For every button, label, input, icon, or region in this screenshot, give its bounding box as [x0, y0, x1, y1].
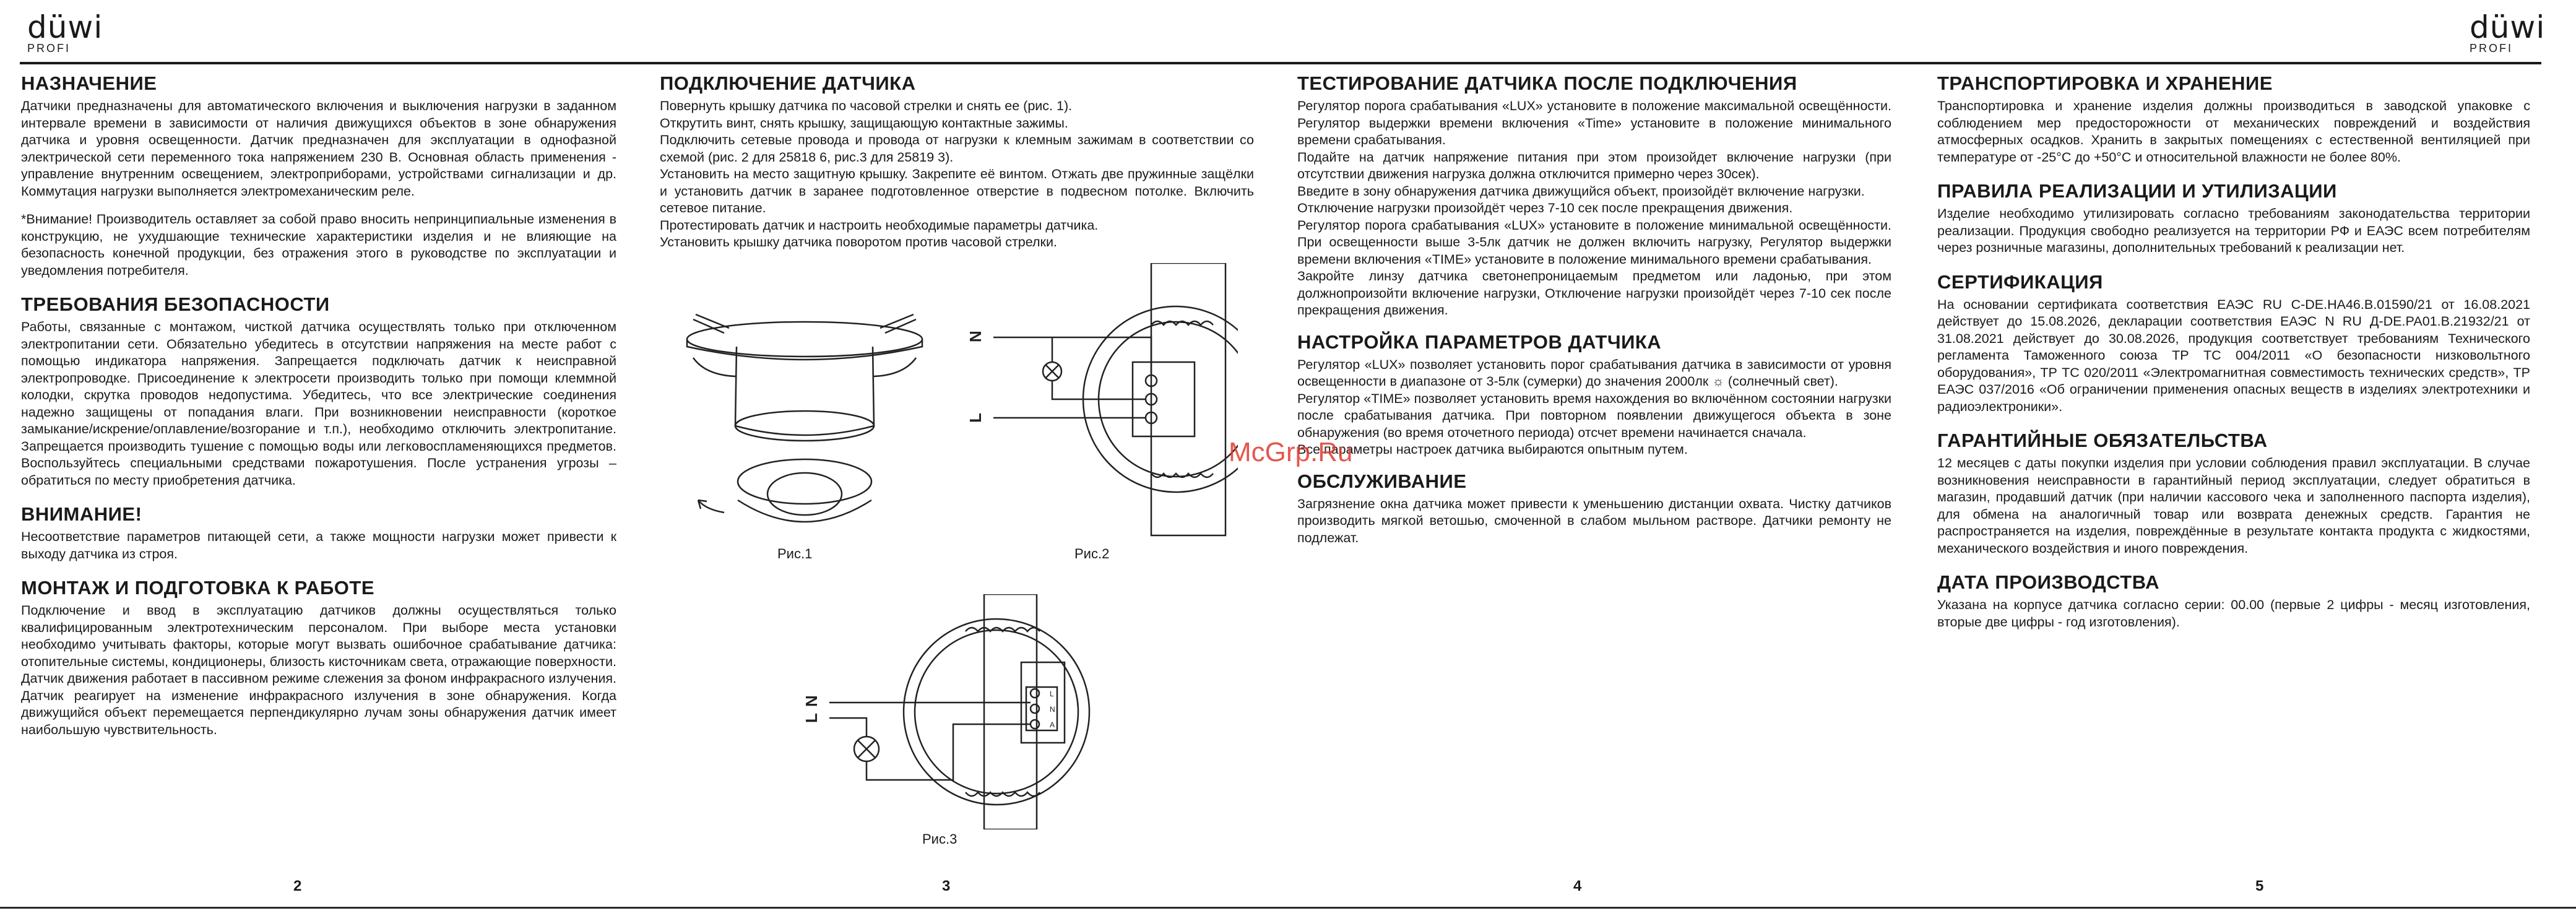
- header-rule: [20, 62, 2541, 64]
- brand-sub: PROFI: [2470, 42, 2513, 54]
- section-title: НАЗНАЧЕНИЕ: [21, 72, 157, 94]
- section-title: ТРЕБОВАНИЯ БЕЗОПАСНОСТИ: [21, 293, 330, 315]
- paragraph: Датчики предназначены для автоматического включения и выключения нагрузки в заданном интервале времени в зависимости от наличия движущихся объектов в зоне обнаружения датчика и уровня освещенности. Датчик предназначен для эксплуатации в однофазной электрической сети переменного тока напряжением 230 В. Основная область применения - управление внутренним освещением, электроприборами, устройствами сигнализации и др. Коммутация нагрузки выполняется электромеханическим реле.: [21, 98, 616, 199]
- paragraph: 12 месяцев с даты покупки изделия при условии соблюдения правил эксплуатации. В случае возникновения неисправности в гарантийный период эксплуатации, следует обратиться в магазин, продавший датчик (при наличии кассового чека и заполненного паспорта изделия), для обмена на аналогичный товар или возврата денежных средств. Гарантия не распространяется на изделия, повреждённые в результате контакта продукта с жидкостями, механического воздействия и иного повреждения.: [1937, 456, 2530, 556]
- paragraph: *Внимание! Производитель оставляет за собой право вносить непринципиальные изменения в конструкцию, не ухудшающие технические характеристики изделия и не влияющие на безопасность конечной продукции, без отражения этого в руководстве по эксплуатации и уведомления потребителя.: [21, 212, 616, 278]
- paragraph: Введите в зону обнаружения датчика движущийся объект, произойдёт включение нагрузки.: [1297, 183, 1865, 199]
- instruction-line: Повернуть крышку датчика по часовой стрелки и снять ее (рис. 1).: [660, 98, 1073, 113]
- paragraph: Подайте на датчик напряжение питания при этом произойдет включение нагрузки (при отсутствии движения нагрузка должна отключится примерно через 30сек).: [1297, 149, 1891, 181]
- paragraph: Отключение нагрузки произойдёт через 7-10 сек после прекращения движения.: [1297, 201, 1793, 215]
- brand-name: düwi: [2470, 9, 2546, 45]
- section-title: НАСТРОЙКА ПАРАМЕТРОВ ДАТЧИКА: [1297, 331, 1662, 353]
- section-title: СЕРТИФИКАЦИЯ: [1937, 270, 2103, 293]
- wire-l-label: L: [966, 413, 985, 423]
- paragraph: Указана на корпусе датчика согласно серии: 00.00 (первые 2 цифры - месяц изготовления, вторые две цифры - год изготовления).: [1937, 597, 2530, 630]
- watermark: McGrp.Ru: [1229, 437, 1353, 467]
- footer-rule: [0, 907, 2576, 909]
- terminal-label: A: [1050, 720, 1055, 729]
- terminal-label: L: [1050, 690, 1054, 698]
- wire-l-label: L: [802, 713, 821, 723]
- paragraph: Подключение и ввод в эксплуатацию датчиков должны осуществляться только квалифицированным электротехническим персоналом. При выборе места установки необходимо учитывать факторы, которые могут вызвать ошибочное срабатывание датчика: отопительные системы, кондиционеры, близость кисточникам света, отражающие поверхности. Датчик движения работает в пассивном режиме слежения за фоном инфракрасного излучения. Датчик реагирует на изменение инфракрасного излучения в зоне обнаружения. Когда движущийся объект перемещается перпендикулярно лучам зоны обнаружения датчик имеет наибольшую чувствительность.: [21, 603, 616, 737]
- figure-3-wiring: [792, 594, 1102, 829]
- column-page-4: [1297, 73, 1891, 549]
- section-title: МОНТАЖ И ПОДГОТОВКА К РАБОТЕ: [21, 577, 375, 599]
- paragraph: Регулятор порога срабатывания «LUX» установите в положение минимальной освещённости. При освещенности выше 3-5лк датчик не должен включить нагрузку, Регулятор выдержки времени включения «TIME» установите в положение минимального времени срабатывания.: [1297, 217, 1891, 267]
- figure-2-caption: Рис.2: [1074, 546, 1110, 561]
- section-title: ТРАНСПОРТИРОВКА И ХРАНЕНИЕ: [1937, 72, 2273, 94]
- paragraph: Несоответствие параметров питающей сети, а также мощности нагрузки может привести к выходу датчика из строя.: [21, 529, 616, 561]
- instruction-line: Протестировать датчик и настроить необходимые параметры датчика.: [660, 217, 1099, 233]
- figure-1-sensor: [668, 296, 941, 543]
- instruction-line: Установить крышку датчика поворотом против часовой стрелки.: [660, 235, 1057, 249]
- page-number: 2: [293, 878, 302, 894]
- brand-sub: PROFI: [27, 42, 71, 54]
- column-page-2: [21, 73, 616, 741]
- section-title: ТЕСТИРОВАНИЕ ДАТЧИКА ПОСЛЕ ПОДКЛЮЧЕНИЯ: [1297, 72, 1797, 94]
- brand-logo-right: [2470, 11, 2545, 55]
- page-number: 5: [2255, 878, 2264, 894]
- page-number: 4: [1573, 878, 1582, 894]
- column-page-3: [660, 73, 1254, 251]
- paragraph: Транспортировка и хранение изделия должны производиться в заводской упаковке с соблюдением мер предосторожности от механических повреждений и воздействия атмосферных осадков. Хранить в закрытых помещениях с естественной вентиляцией при температуре от -25°С до +50°С и относительной влажности не более 80%.: [1937, 98, 2530, 165]
- paragraph: Регулятор порога срабатывания «LUX» установите в положение максимальной освещённости. Регулятор выдержки времени включения «Time» установите в положение минимального времени срабатывания.: [1297, 98, 1891, 147]
- paragraph: Закройте линзу датчика светонепроницаемым предметом или ладонью, при этом должнопроизойти включение нагрузки, Отключение нагрузки произойдёт через 7-10 сек после прекращения движения.: [1297, 269, 1891, 318]
- wire-n-label: N: [966, 331, 985, 342]
- section-title: ПОДКЛЮЧЕНИЕ ДАТЧИКА: [660, 72, 916, 94]
- paragraph: На основании сертификата соответствия ЕАЭС RU С-DE.НА46.В.01590/21 от 16.08.2021 действует до 15.08.2026, декларации соответствия ЕАЭС N RU Д-DE.РА01.В.21932/21 от 31.08.2021 действует до 30.08.2026, продукция соответствует требованиям Технического регламента Таможенного союза ТР ТС 004/2011 «О безопасности низковольтного оборудования», ТР ТС 020/2011 «Электромагнитная совместимость технических средств», ТР ЕАЭС 037/2016 «Об ограничении применения опасных веществ в изделиях электротехники и радиоэлектроники».: [1937, 296, 2530, 414]
- paragraph: Регулятор «LUX» позволяет установить порог срабатывания датчика в зависимости от уровня освещенности в диапазоне от 3-5лк (сумерки) до значения 2000лк ☼ (солнечный свет).: [1297, 357, 1891, 389]
- instruction-line: Установить на место защитную крышку. Закрепите её винтом. Отжать две пружинные защёлки и установить датчик в заранее подготовленное отверстие в подвесном потолке. Включить сетевое питание.: [660, 167, 1254, 215]
- instruction-line: Подключить сетевые провода и провода от нагрузки к клемным зажимам в соответствии со схемой (рис. 2 для 25818 6, рис.3 для 25819 3).: [660, 132, 1254, 165]
- brand-logo-left: [27, 11, 103, 55]
- paragraph: Регулятор «TIME» позволяет установить время нахождения во включённом состоянии нагрузки после срабатывания датчика. При повторном появлении движущегося объекта в зоне обнаружения (во время оточетного периода) отсчет времени начинается сначала.: [1297, 391, 1891, 440]
- section-title: ПРАВИЛА РЕАЛИЗАЦИИ И УТИЛИЗАЦИИ: [1937, 180, 2337, 202]
- page-number: 3: [942, 878, 951, 894]
- brand-name: düwi: [27, 9, 103, 45]
- section-title: ГАРАНТИЙНЫЕ ОБЯЗАТЕЛЬСТВА: [1937, 430, 2268, 451]
- paragraph: Загрязнение окна датчика может привести к уменьшению дистанции охвата. Чистку датчиков производить мягкой ветошью, смоченной в слабом мыльном растворе. Датчики ремонту не подлежат.: [1297, 496, 1891, 545]
- paragraph: Работы, связанные с монтажом, чисткой датчика осуществлять только при отключенном электропитании сети. Обязательно убедитесь в отсутствии напряжения на месте работ с помощью индикатора напряжения. Запрещается подключать датчик к неисправной электропроводке. Присоединение к электросети производить только при помощи клеммной колодки, скрутка проводов недопустима. Убедитесь, что все электрические соединения надежно защищены от попадания влаги. При возникновении неисправности (короткое замыкание/искрение/оплавление/возгорание и т.п.), необходимо отключить электропитание. Запрещается производить тушение с помощью воды или легковоспламеняющихся предметов. Воспользуйтесь специальными средствами пожаротушения. После устранения угрозы – обратиться по месту приобретения датчика.: [21, 319, 616, 488]
- figure-2-wiring: [966, 263, 1238, 542]
- instruction-line: Открутить винт, снять крышку, защищающую контактные зажимы.: [660, 115, 1068, 131]
- terminal-label: N: [1050, 705, 1055, 714]
- section-title: ВНИМАНИЕ!: [21, 503, 142, 525]
- paragraph: Изделие необходимо утилизировать согласно требованиям законодательства территории реализации. Продукция свободно реализуется на территории РФ и ЕАЭС всем потребителям через розничные магазины, дополнительных требований к реализации нет.: [1937, 206, 2530, 255]
- section-title: ДАТА ПРОИЗВОДСТВА: [1937, 571, 2159, 593]
- figure-3-caption: Рис.3: [922, 831, 957, 847]
- wire-n-label: N: [802, 695, 821, 707]
- column-page-5: [1937, 73, 2530, 633]
- figure-1-caption: Рис.1: [777, 546, 813, 561]
- section-title: ОБСЛУЖИВАНИЕ: [1297, 470, 1467, 492]
- paragraph: Все параметры настроек датчика выбираются опытным путем.: [1297, 442, 1688, 457]
